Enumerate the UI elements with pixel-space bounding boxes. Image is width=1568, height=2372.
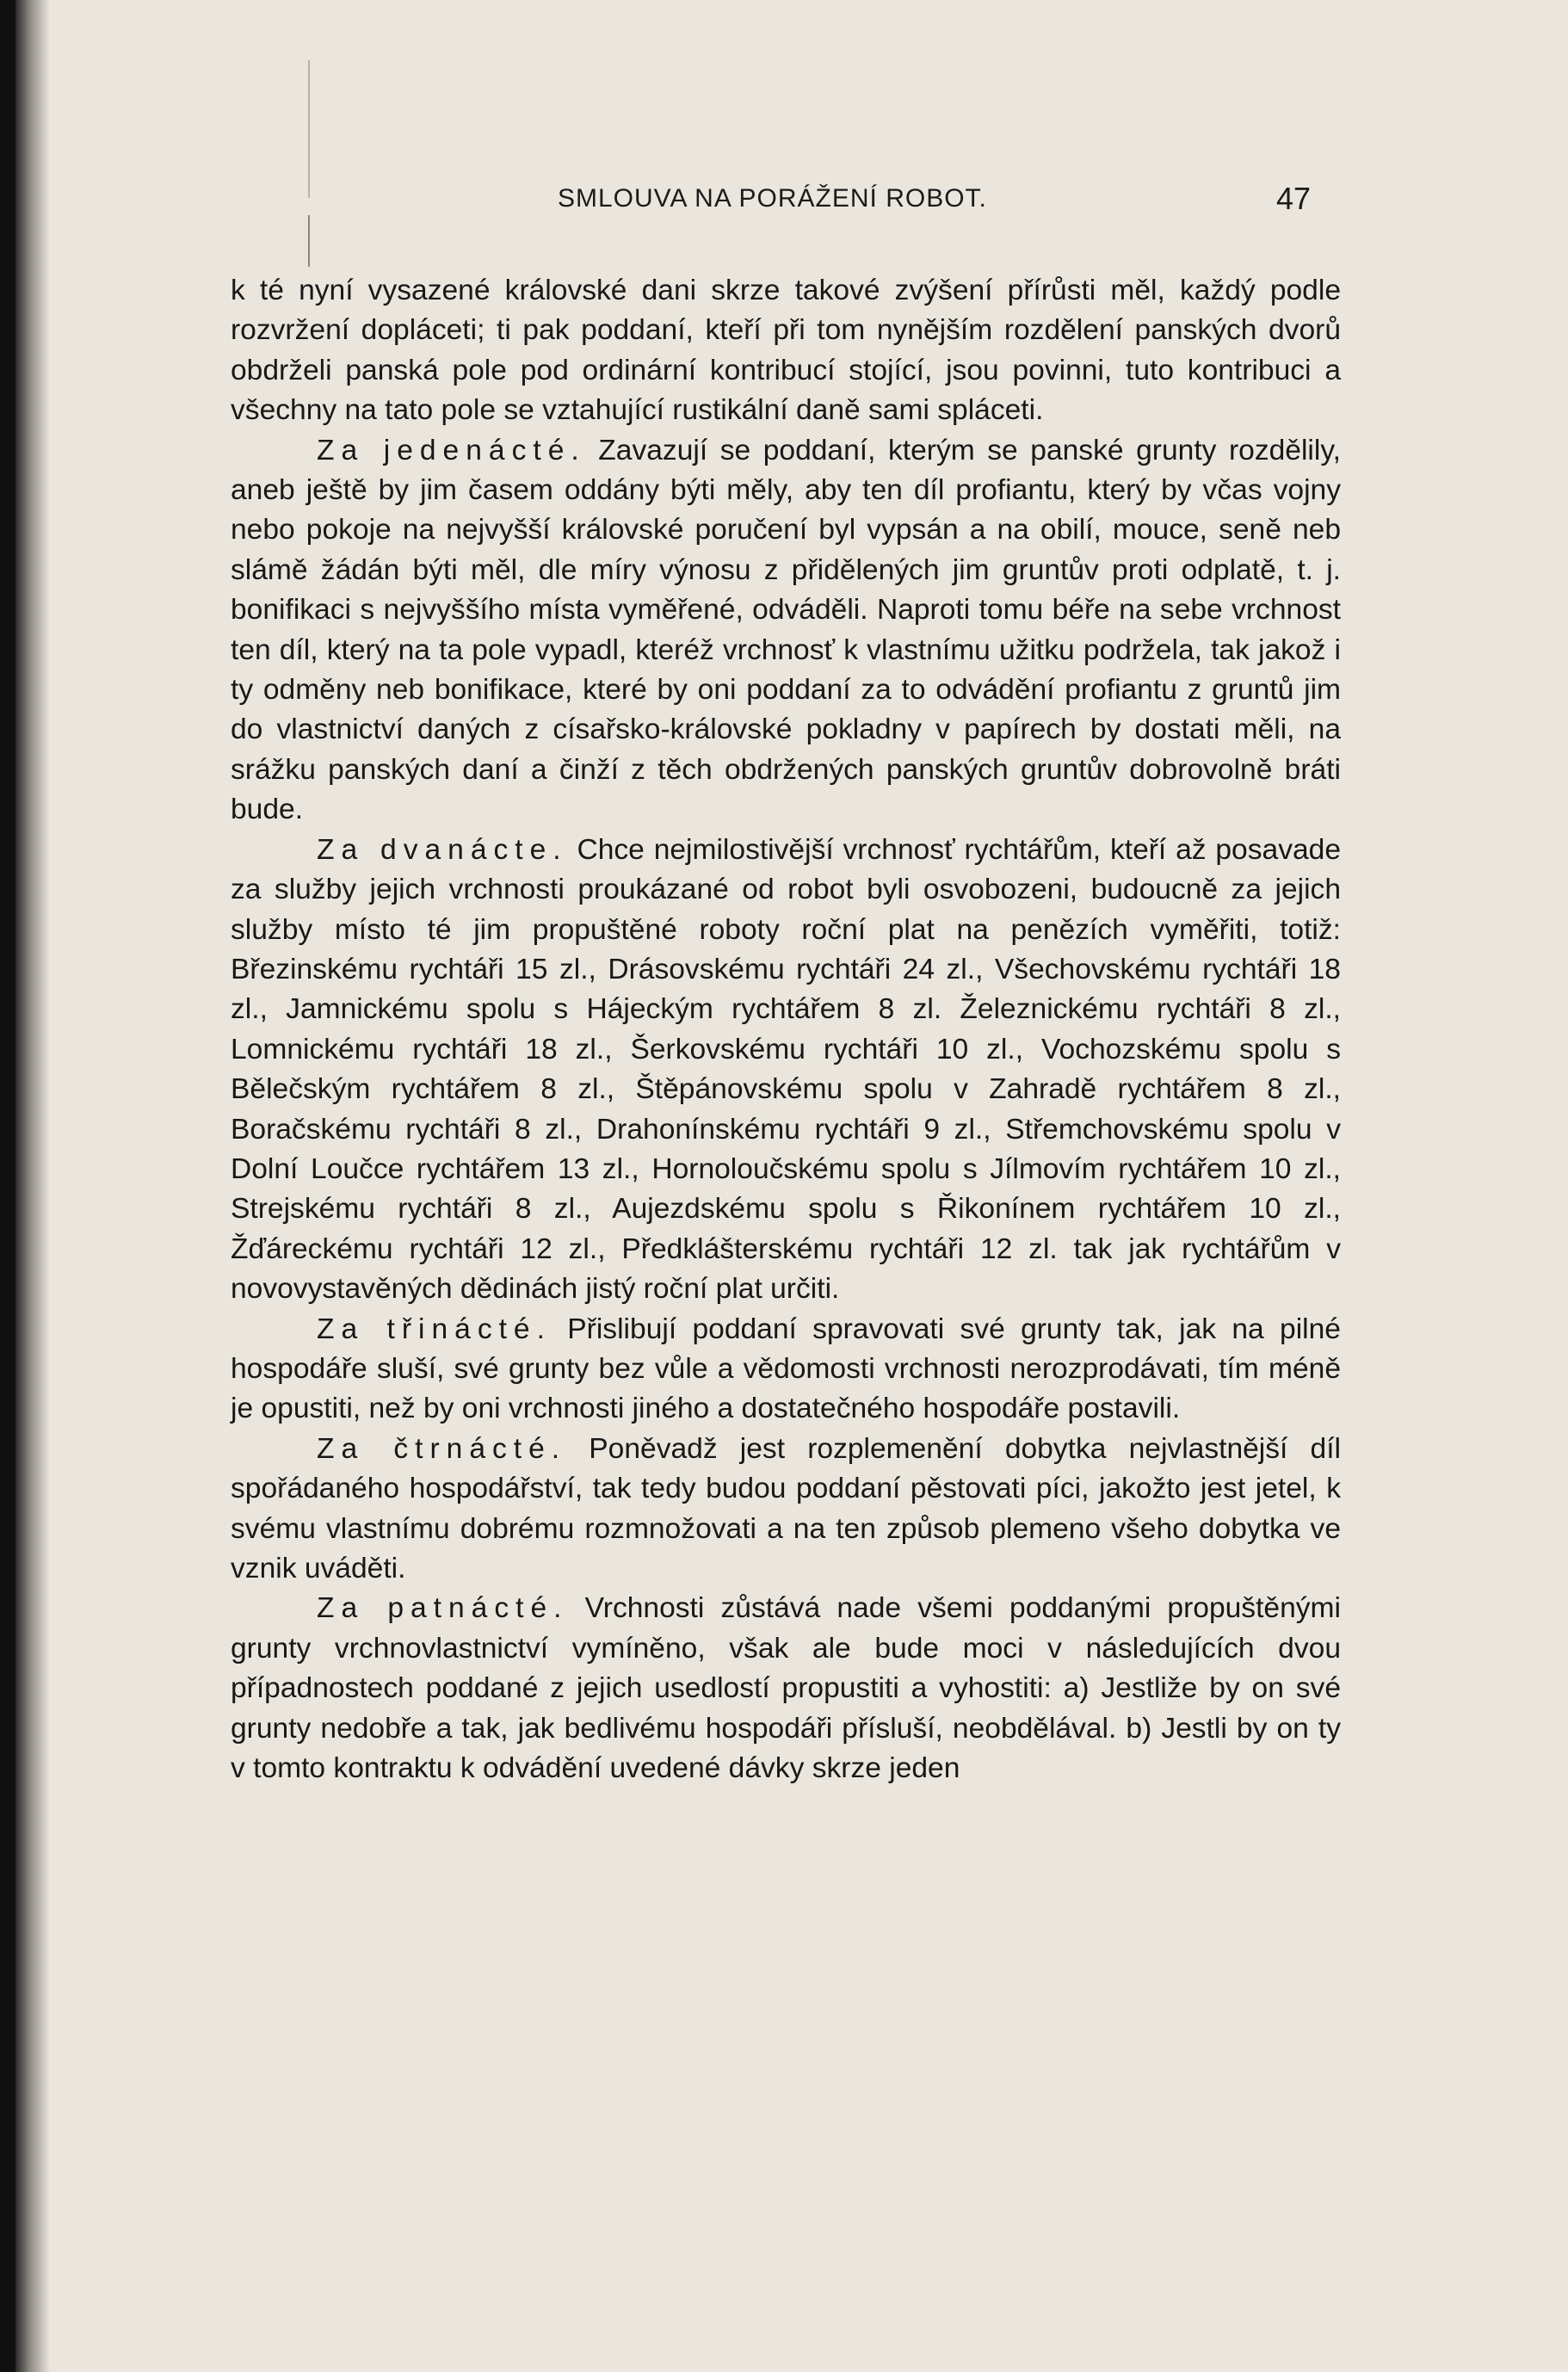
article-heading: Za patnácté. [317, 1592, 569, 1625]
paragraph-article-13 [231, 1310, 1341, 1430]
article-heading: Za třinácté. [317, 1313, 552, 1345]
paragraph-article-11 [231, 431, 1341, 831]
paragraph-text: Zavazují se poddaní, kterým se panské grunty rozdělily, aneb ještě by jim časem oddány býti měly, aby ten díl profiantu, který by včas vojny nebo pokoje na nejvyšší královské poručení byl vypsán a na obilí, mouce, seně neb slámě žádán býti měl, dle míry výnosu z přidělených jim gruntův proti odplatě, t. j. bonifikaci s nejvyššího místa vyměřené, odváděli. Naproti tomu béře na sebe vrchnost ten díl, který na ta pole vypadl, kteréž vrchnosť k vlastnímu užitku podržela, tak jakož i ty odměny neb bonifikace, které by oni poddaní za to odvádění profiantu z gruntů jim do vlastnictví daných z císařsko-královské pokladny v papírech by dostati měli, na srážku panských daní a činží z těch obdržených panských gruntův dobrovolně bráti bude. [231, 434, 1341, 826]
paragraph-article-14 [231, 1430, 1341, 1590]
article-heading: Za dvanácte. [317, 833, 568, 866]
paragraph-article-15 [231, 1589, 1341, 1788]
paragraph-text: Chce nejmilostivější vrchnosť rychtářům, kteří až posavade za služby jejich vrchnosti proukázané od robot byli osvobozeni, budoucně za jejich služby místo té jim propuštěné roboty roční plat na penězích vyměřiti, totiž: Březinskému rychtáři 15 zl., Drásovskému rychtáři 24 zl., Všechovskému rychtáři 18 zl., Jamnickému spolu s Hájeckým rychtářem 8 zl. Železnickému rychtáři 8 zl., Lomnickému rychtáři 18 zl., Šerkovskému rychtáři 10 zl., Vochozskému spolu s Bělečským rychtářem 8 zl., Štěpánovskému spolu v Zahradě rychtářem 8 zl., Boračskému rychtáři 8 zl., Drahonínskému rychtáři 9 zl., Střemchovskému spolu v Dolní Loučce rychtářem 13 zl., Hornoloučskému spolu s Jílmovím rychtářem 10 zl., Strejskému rychtáři 8 zl., Aujezdskému spolu s Řikonínem rychtářem 10 zl., Žďáreckému rychtáři 12 zl., Předklášterskému rychtáři 12 zl. tak jak rychtářům v novovystavěných dědinách jistý roční plat určiti. [231, 833, 1342, 1306]
paragraph-article-12 [231, 831, 1341, 1310]
paragraph-text: Přislibují poddaní spravovati své grunty tak, jak na pilné hospodáře sluší, své grunty bez vůle a vědomosti vrchnosti nerozprodávati, tím méně je opustiti, než by oni vrchnosti jiného a dostatečného hospodáře postavili. [231, 1313, 1341, 1425]
margin-rule [308, 215, 310, 267]
page-header [15, 181, 1568, 232]
book-page [15, 0, 1568, 2372]
paragraph-continuation [231, 271, 1341, 431]
page-number: 47 [1276, 181, 1312, 216]
running-head: SMLOUVA NA PORÁŽENÍ ROBOT. [558, 184, 987, 213]
page-body [231, 271, 1341, 1788]
margin-rule [308, 60, 310, 198]
paragraph-text: k té nyní vysazené královské dani skrze takové zvýšení přírůsti měl, každý podle rozvržení dopláceti; ti pak poddaní, kteří při tom nynějším rozdělení panských dvorů obdrželi panská pole pod ordinární kontribucí stojící, jsou povinni, tuto kontribuci a všechny na tato pole se vztahující rustikální daně sami spláceti. [231, 275, 1341, 427]
article-heading: Za jedenácté. [317, 434, 586, 466]
paragraph-text: Poněvadž jest rozplemenění dobytka nejvlastnější díl spořádaného hospodářství, tak tedy budou poddaní pěstovati píci, jakožto jest jetel, k svému vlastnímu dobrému rozmnožovati a na ten způsob plemeno všeho dobytka ve vznik uváděti. [231, 1432, 1341, 1584]
article-heading: Za čtrnácté. [317, 1432, 567, 1465]
paragraph-text: Vrchnosti zůstává nade všemi poddanými propuštěnými grunty vrchnovlastnictví vymíněno, však ale bude moci v následujících dvou případnostech poddané z jejich usedlostí propustiti a vyhostiti: a) Jestliže by on své grunty nedobře a tak, jak bedlivému hospodáři přísluší, neobdělával. b) Jestli by on ty v tomto kontraktu k odvádění uvedené dávky skrze jeden [231, 1592, 1341, 1785]
page-gutter-shadow [15, 0, 50, 2372]
